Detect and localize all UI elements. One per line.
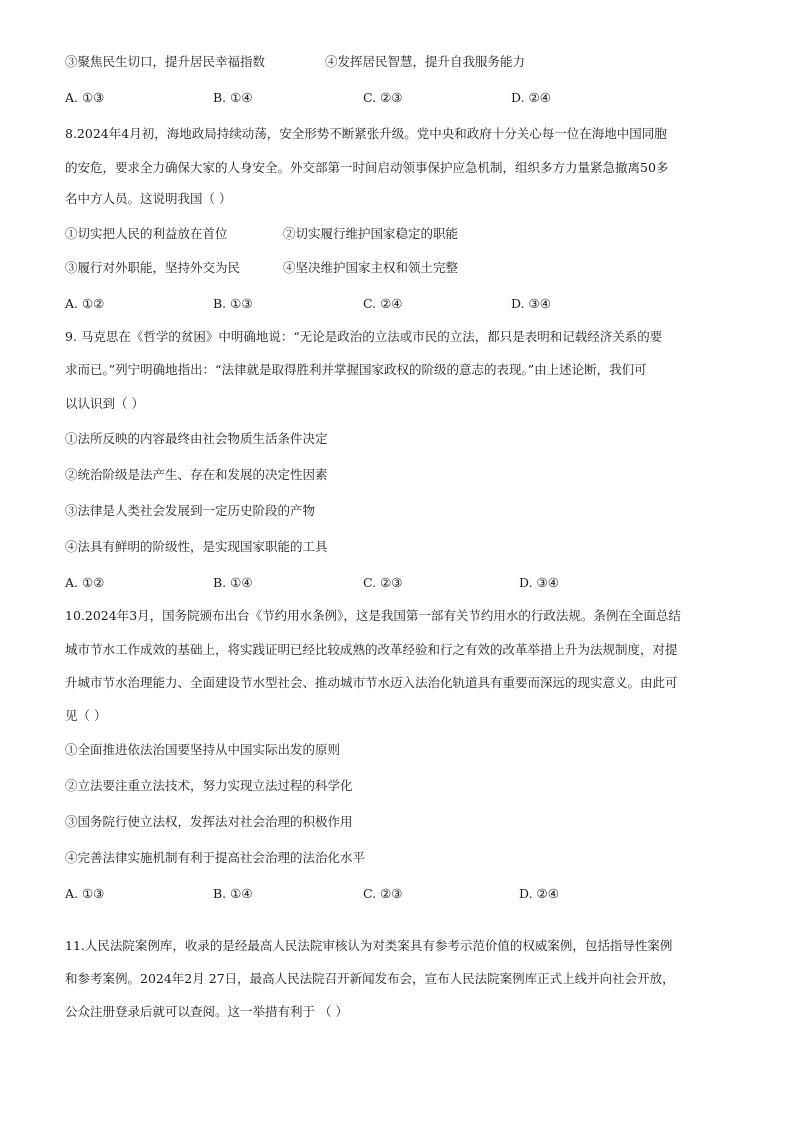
q9-statement-1: ①法所反映的内容最终由社会物质生活条件决定	[65, 431, 328, 446]
q8-option-d: D. ③④	[511, 296, 551, 311]
q7-option-a: A. ①③	[65, 90, 105, 105]
q7-statement-4: ④发挥居民智慧，提升自我服务能力	[325, 54, 526, 69]
q9-stem-line-2: 求而已。”列宁明确地指出：“法律就是取得胜利并掌握国家政权的阶级的意志的表现。”由上述论断，我们可	[65, 362, 647, 377]
q8-option-c: C. ②④	[363, 296, 403, 311]
q10-stem-line-3: 升城市节水治理能力、全面建设节水型社会、推动城市节水迈入法治化轨道具有重要而深远的现实意义。由此可	[65, 675, 678, 690]
q8-statements-row-1	[65, 226, 753, 242]
q10-statement-2: ②立法要注重立法技术，努力实现立法过程的科学化	[65, 778, 353, 793]
q9-option-c: C. ②③	[363, 575, 403, 590]
q9-stem-line-3: 以认识到（ ）	[65, 396, 144, 411]
q9-options	[65, 575, 753, 591]
q8-option-a: A. ①②	[65, 296, 105, 311]
q8-option-b: B. ①③	[213, 296, 253, 311]
q9-option-a: A. ①②	[65, 575, 105, 590]
q9-option-b: B. ①④	[213, 575, 253, 590]
q11-stem-line-2: 和参考案例。2024年2月 27日，最高人民法院召开新闻发布会，宣布人民法院案例库正式上线并向社会开放，	[65, 971, 675, 986]
q7-statement-3: ③聚焦民生切口，提升居民幸福指数	[65, 54, 266, 69]
q9-statement-3: ③法律是人类社会发展到一定历史阶段的产物	[65, 503, 316, 518]
q8-statement-4: ④坚决维护国家主权和领土完整	[283, 260, 459, 275]
q10-option-d: D. ②④	[519, 886, 559, 901]
q9-option-d: D. ③④	[519, 575, 559, 590]
q10-stem-line-2: 城市节水工作成效的基础上，将实践证明已经比较成熟的改革经验和行之有效的改革举措上升为法规制度，对提	[65, 642, 678, 657]
q10-statement-4: ④完善法律实施机制有利于提高社会治理的法治化水平	[65, 850, 366, 865]
q8-stem-line-2: 的安危，要求全力确保大家的人身安全。外交部第一时间启动领事保护应急机制，组织多方力量紧急撤离50多	[65, 160, 669, 175]
q10-stem-line-1: 10.2024年3月，国务院颁布出台《节约用水条例》，这是我国第一部有关节约用水的行政法规。条例在全面总结	[65, 608, 681, 623]
q10-option-a: A. ①③	[65, 886, 105, 901]
q7-statements-row-2	[65, 54, 753, 70]
q7-options	[65, 90, 753, 106]
q10-stem-line-4: 见（ ）	[65, 708, 107, 723]
q10-statement-1: ①全面推进依法治国要坚持从中国实际出发的原则	[65, 742, 341, 757]
q10-option-c: C. ②③	[363, 886, 403, 901]
q7-option-c: C. ②③	[363, 90, 403, 105]
q10-option-b: B. ①④	[213, 886, 253, 901]
q7-option-d: D. ②④	[511, 90, 551, 105]
q7-option-b: B. ①④	[213, 90, 253, 105]
q10-options	[65, 886, 753, 902]
q8-options	[65, 296, 753, 312]
q8-statement-2: ②切实履行维护国家稳定的职能	[283, 226, 459, 241]
q11-stem-line-1: 11.人民法院案例库，收录的是经最高人民法院审核认为对类案具有参考示范价值的权威案例，包括指导性案例	[65, 938, 673, 953]
q11-stem-line-3: 公众注册登录后就可以查阅。这一举措有利于 （ ）	[65, 1004, 348, 1019]
q9-stem-line-1: 9. 马克思在《哲学的贫困》中明确地说：“无论是政治的立法或市民的立法，都只是表明和记载经济关系的要	[65, 329, 663, 344]
q9-statement-2: ②统治阶级是法产生、存在和发展的决定性因素	[65, 467, 328, 482]
q8-stem-line-3: 名中方人员。这说明我国（ ）	[65, 191, 232, 206]
q8-stem-line-1: 8.2024年4月初，海地政局持续动荡，安全形势不断紧张升级。党中央和政府十分关心每一位在海地中国同胞	[65, 126, 667, 141]
q9-statement-4: ④法具有鲜明的阶级性，是实现国家职能的工具	[65, 539, 328, 554]
q8-statements-row-2	[65, 260, 753, 276]
q8-statement-1: ①切实把人民的利益放在首位	[65, 226, 228, 241]
q10-statement-3: ③国务院行使立法权，发挥法对社会治理的积极作用	[65, 814, 353, 829]
q8-statement-3: ③履行对外职能，坚持外交为民	[65, 260, 241, 275]
